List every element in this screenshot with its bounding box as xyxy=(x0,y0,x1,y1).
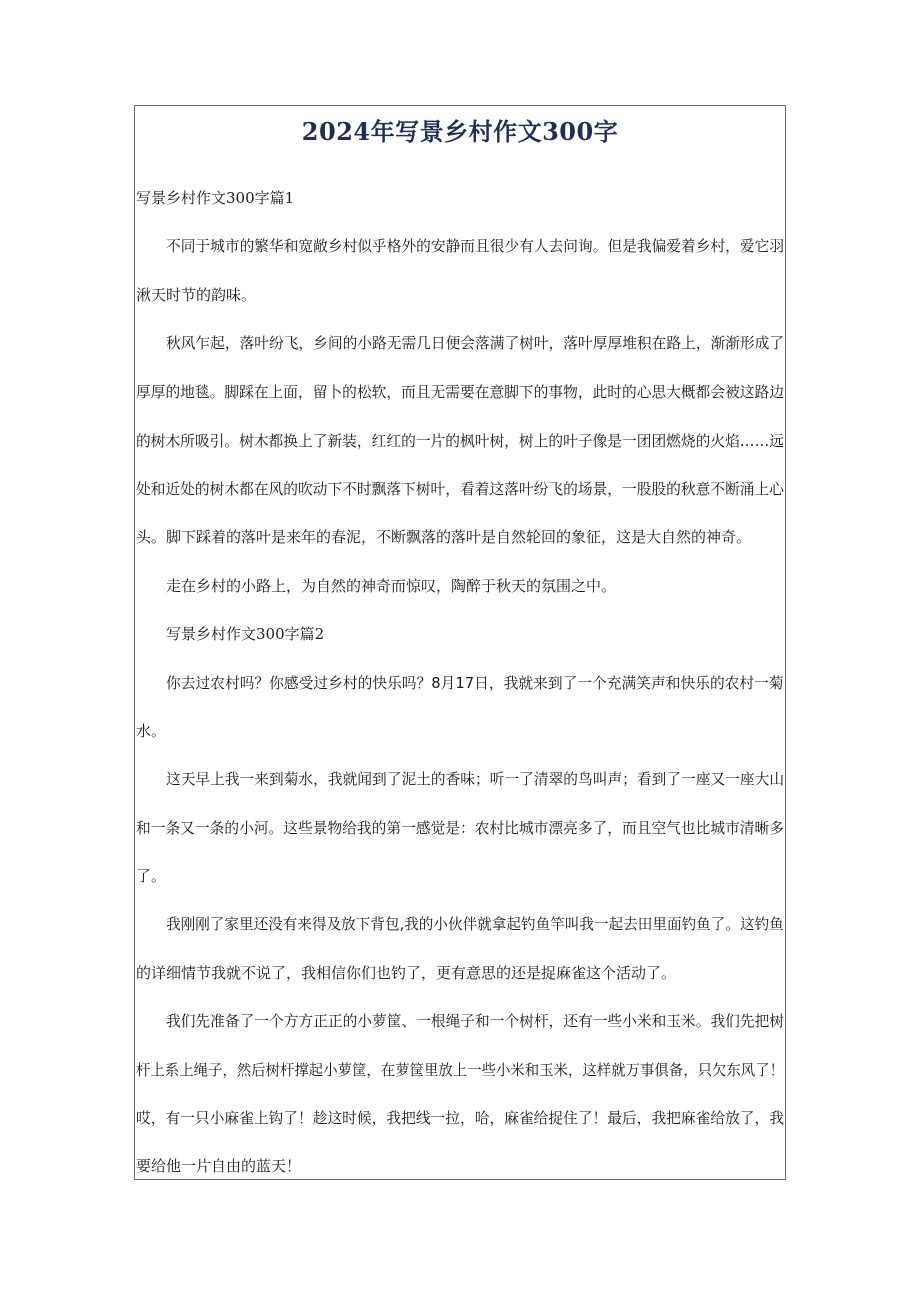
paragraph-line: 秋风乍起，落叶纷飞，乡间的小路无需几日便会落满了树叶，落叶厚厚堆积在路上，渐渐形成了 xyxy=(166,334,785,352)
paragraph-line: 哎，有一只小麻雀上钩了！趁这时候，我把线一拉，哈，麻雀给捉住了！最后，我把麻雀给放了，我 xyxy=(136,1109,785,1127)
paragraph-line: 杆上系上绳子，然后树杆撑起小萝筐，在萝筐里放上一些小米和玉米，这样就万事俱备，只欠东风了！ xyxy=(136,1061,785,1079)
paragraph-line: 你去过农村吗？你感受过乡村的快乐吗？8月17日，我就来到了一个充满笑声和快乐的农村一菊 xyxy=(166,674,784,692)
paragraph-line: 处和近处的树木都在风的吹动下不时飘落下树叶，看着这落叶纷飞的场景，一股股的秋意不断涌上心 xyxy=(136,480,785,498)
paragraph-line: 不同于城市的繁华和宽敞乡村似乎格外的安静而且很少有人去问询。但是我偏爱着乡村，爱它羽 xyxy=(166,237,785,255)
paragraph-line: 厚厚的地毯。脚踩在上面，留卜的松软，而且无需要在意脚下的事物，此时的心思大概都会被这路边 xyxy=(136,383,785,401)
document-title: 2024年写景乡村作文300字 xyxy=(301,117,619,146)
section-heading: 写景乡村作文300字篇2 xyxy=(166,625,325,643)
paragraph-line: 水。 xyxy=(136,722,167,740)
paragraph-line: 走在乡村的小路上，为自然的神奇而惊叹，陶醉于秋天的氛围之中。 xyxy=(166,577,617,595)
paragraph-line: 我刚刚了家里还没有来得及放下背包,我的小伙伴就拿起钓鱼竿叫我一起去田里面钓鱼了。这钓鱼 xyxy=(166,915,784,933)
section-heading: 写景乡村作文300字篇1 xyxy=(136,189,295,207)
paragraph-line: 湫天时节的韵味。 xyxy=(136,286,257,304)
paragraph-line: 的树木所吸引。树木都换上了新装，红红的一片的枫叶树，树上的叶子像是一团团燃烧的火焰……远 xyxy=(136,432,785,450)
paragraph-line: 了。 xyxy=(136,867,167,885)
paragraph-line: 要给他一片自由的蓝天！ xyxy=(136,1157,302,1175)
paragraph-line: 头。脚下踩着的落叶是来年的春泥，不断飘落的落叶是自然轮回的象征，这是大自然的神奇。 xyxy=(136,528,752,546)
paragraph-line: 和一条又一条的小河。这些景物给我的第一感觉是：农村比城市漂亮多了，而且空气也比城市清晰多 xyxy=(136,819,785,837)
paragraph-line: 我们先准备了一个方方正正的小萝筐、一根绳子和一个树杆，还有一些小米和玉米。我们先把树 xyxy=(166,1012,785,1030)
paragraph-line: 的详细情节我就不说了，我相信你们也钓了，更有意思的还是捉麻雀这个活动了。 xyxy=(136,964,677,982)
paragraph-line: 这天早上我一来到菊水，我就闻到了泥土的香味；听一了清翠的鸟叫声；看到了一座又一座大山 xyxy=(166,770,785,788)
